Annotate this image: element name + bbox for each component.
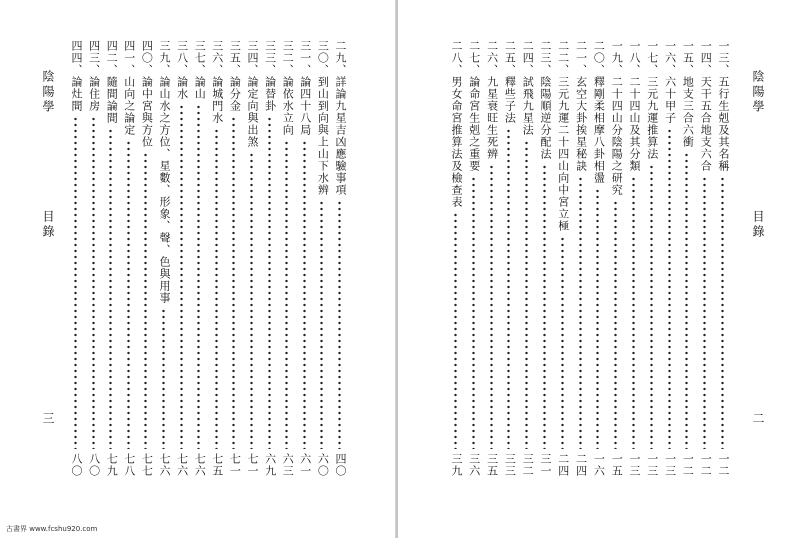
toc-entry-title: 二四、試飛九星法 [521,40,535,136]
toc-entry-title: 一三、五行生剋及其名稱 [717,40,730,172]
running-title: 陰陽學 [41,70,55,115]
toc-entry-title: 三五、論分金 [228,40,242,112]
toc-entry [485,40,499,505]
toc-entry-title: 二五、釋些子法 [503,40,517,124]
toc-entry-title: 一八、二十四山及其分類 [628,40,641,172]
page-number: 二 [751,412,765,424]
toc-entry [520,40,534,505]
leader-dots [650,164,653,449]
toc-entry-page: 一二 [717,453,730,477]
toc-entry [663,40,677,505]
toc-entry-title: 四〇、論中宮與方位 [140,40,154,148]
toc-entry-page: 一二 [681,453,695,477]
toc-entry-page: 八〇 [87,453,101,477]
toc-entry [139,40,153,505]
right-page [398,0,793,538]
toc-entry-page: 七八 [122,453,136,477]
leader-dots [632,176,635,449]
toc-entry-page: 七九 [105,453,119,477]
toc-entry-page: 六九 [263,453,277,477]
leader-dots [703,176,706,449]
toc-entry-title: 三四、論定向與出煞 [246,40,259,148]
toc-entry [609,40,623,505]
toc-entry-page: 六三 [281,453,295,477]
section-title: 目錄 [41,210,55,240]
toc-entry-title: 四四、論灶間 [70,40,83,112]
toc-entry-title: 三九、論山水之方位、星數、形象、聲、色與用事 [158,40,171,304]
toc-entry-title: 三七、論山 [193,40,207,100]
toc-entry-page: 七七 [140,453,154,477]
leader-dots [596,188,599,449]
leader-dots [74,116,77,449]
toc-entry-title: 一五、地支三合六衝 [681,40,695,148]
toc-entry-title: 二〇、釋剛柔相摩八卦相盪 [592,40,606,184]
toc-entry [574,40,588,505]
toc-entry [280,40,294,505]
toc-entry-title: 三三、論替卦 [263,40,277,112]
toc-entry [502,40,516,505]
toc-entry [245,40,259,505]
toc-entry-page: 三六 [467,453,481,477]
toc-entry-title: 二一、玄空大卦挨星秘訣 [574,40,588,172]
toc-entry-title: 三一、論四十八局 [298,40,312,136]
toc-entry-page: 一二 [699,453,713,477]
leader-dots [215,128,218,449]
toc-entry-page: 六一 [298,453,312,477]
leader-dots [285,140,288,449]
toc-entry [227,40,241,505]
leader-dots [507,128,510,449]
leader-dots [543,164,546,449]
leader-dots [127,140,130,449]
toc-entry-title: 二九、詳論九星吉凶應驗事項 [334,40,347,196]
leader-dots [614,200,617,449]
toc-entry-title: 一四、天干五合地支六合 [699,40,713,172]
toc-entry-page: 三九 [450,453,463,477]
toc-entry-page: 七一 [246,453,259,477]
toc-entry [87,40,101,505]
toc-entry-title: 三〇、到山到向與上山下水辨 [316,40,330,196]
toc-entry-page: 七六 [158,453,171,477]
toc-entry [467,40,481,505]
toc-entry-page: 三二 [521,453,535,477]
toc-entry [122,40,136,505]
leader-dots [454,212,457,449]
toc-entry [210,40,224,505]
toc-entry [556,40,570,505]
leader-dots [721,176,724,449]
toc-entry-page: 七六 [193,453,207,477]
toc-entry-title: 二八、男女命宮推算法及檢查表 [450,40,463,208]
leader-dots [303,140,306,449]
leader-dots [250,152,253,449]
toc-entry-title: 二三、陰陽順逆分配法 [539,40,552,160]
toc-entry-page: 一三 [628,453,641,477]
leader-dots [668,128,671,449]
toc-entry-page: 二四 [556,453,570,477]
toc-entry-page: 三五 [485,453,499,477]
leader-dots [579,176,582,449]
leader-dots [338,200,341,449]
toc-entry-title: 四二、隨間論間 [105,40,119,124]
toc-entry-page: 七六 [175,453,189,477]
toc-entry-page: 一三 [663,453,677,477]
leader-dots [685,152,688,449]
toc-entry [315,40,329,505]
leader-dots [490,164,493,449]
toc-entry [538,40,552,505]
leader-dots [525,140,528,449]
toc-entry-title: 四一、山向之論定 [122,40,136,136]
leader-dots [162,308,165,449]
toc-entry [157,40,171,505]
toc-entry-title: 四三、論住房 [87,40,101,112]
toc-entry [680,40,694,505]
toc-entry [645,40,659,505]
toc-entry-page: 一五 [610,453,624,477]
toc-entry-title: 三六、論城門水 [210,40,224,124]
toc-entry-page: 七一 [228,453,242,477]
toc-entry-page: 四〇 [334,453,347,477]
toc-entry [263,40,277,505]
running-title: 陰陽學 [751,70,765,115]
leader-dots [472,176,475,449]
toc-entry-page: 六〇 [316,453,330,477]
leader-dots [180,104,183,449]
toc-entry-page: 三一 [539,453,552,477]
toc-entry-page: 七五 [210,453,224,477]
toc-entry-title: 二二、三元九運二十四山向中宮立極 [556,40,570,232]
toc-entry [627,40,641,505]
leader-dots [92,116,95,449]
toc-entry-page: 一六 [592,453,606,477]
leader-dots [268,116,271,449]
page-number: 三 [41,412,55,424]
toc-entry [449,40,463,505]
toc-entry [104,40,118,505]
toc-entry [192,40,206,505]
toc-entry-title: 一七、三元九運推算法 [645,40,659,160]
toc-entry-page: 八〇 [70,453,83,477]
toc-entry-title: 一六、六十甲子 [663,40,677,124]
toc-entry-title: 一九、二十四山分陰陽之研究 [610,40,624,196]
toc-entry-page: 三三 [503,453,517,477]
toc-entry [333,40,347,505]
toc-entry [591,40,605,505]
leader-dots [561,236,564,449]
leader-dots [144,152,147,449]
leader-dots [109,128,112,449]
toc-entry-title: 三八、論水 [175,40,189,100]
leader-dots [232,116,235,449]
section-title: 目錄 [751,210,765,240]
toc-entry-page: 二四 [574,453,588,477]
toc-entry-title: 二七、論命宮生剋之重要 [467,40,481,172]
leader-dots [197,104,200,449]
toc-entry [175,40,189,505]
toc-entry [298,40,312,505]
leader-dots [320,200,323,449]
toc-entry-title: 二六、九星衰旺生死辨 [485,40,499,160]
toc-entry [69,40,83,505]
toc-entry-page: 一三 [645,453,659,477]
toc-entry-title: 三二、論依水立向 [281,40,295,136]
toc-entry [698,40,712,505]
left-page [0,0,396,538]
toc-entry [716,40,730,505]
site-watermark: 古書界 www.fcshu920.com [6,525,98,533]
